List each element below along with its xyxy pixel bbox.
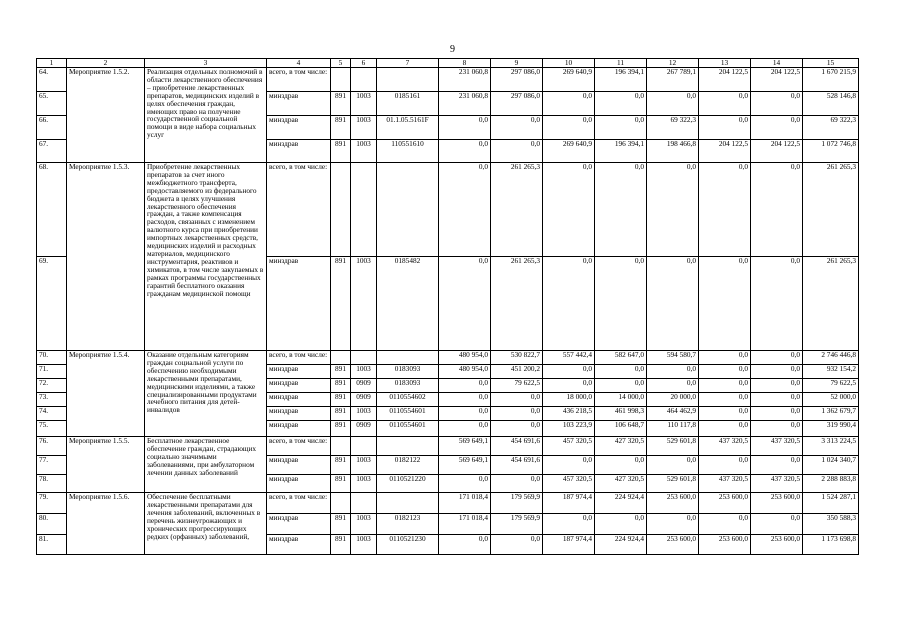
grbs-code bbox=[331, 163, 351, 257]
executor: минздрав bbox=[267, 456, 331, 475]
year-value: 0,0 bbox=[543, 257, 595, 351]
year-value: 0,0 bbox=[491, 116, 543, 140]
total-value: 2 288 883,8 bbox=[803, 475, 859, 493]
row-number: 68. bbox=[37, 163, 67, 257]
grbs-code: 891 bbox=[331, 475, 351, 493]
year-value: 0,0 bbox=[699, 421, 751, 437]
measure-description: Обеспечение бесплатными лекарственными препаратами для лечения заболеваний, включенных в перечень жизнеугрожающих и хронических прогрессирующих редких (орфанных) заболеваний, bbox=[145, 493, 267, 555]
rzpr-code bbox=[351, 68, 377, 92]
year-value: 187 974,4 bbox=[543, 493, 595, 514]
year-value: 0,0 bbox=[491, 475, 543, 493]
year-value: 0,0 bbox=[751, 365, 803, 379]
csr-code bbox=[377, 163, 439, 257]
executor: минздрав bbox=[267, 257, 331, 351]
csr-code: 0110521220 bbox=[377, 475, 439, 493]
total-value: 1 024 340,7 bbox=[803, 456, 859, 475]
rzpr-code bbox=[351, 437, 377, 456]
year-value: 0,0 bbox=[647, 514, 699, 535]
year-value: 0,0 bbox=[439, 163, 491, 257]
year-value: 454 691,6 bbox=[491, 437, 543, 456]
year-value: 530 822,7 bbox=[491, 351, 543, 365]
year-value: 79 622,5 bbox=[491, 379, 543, 393]
year-value: 253 600,0 bbox=[647, 493, 699, 514]
column-number: 12 bbox=[647, 59, 699, 68]
executor: минздрав bbox=[267, 116, 331, 140]
executor: всего, в том числе: bbox=[267, 68, 331, 92]
rzpr-code: 1003 bbox=[351, 92, 377, 116]
year-value: 0,0 bbox=[751, 163, 803, 257]
executor: минздрав bbox=[267, 365, 331, 379]
year-value: 69 322,3 bbox=[647, 116, 699, 140]
measure-description: Приобретение лекарственных препаратов за счет иного межбюджетного трансферта, предоставляемого из федерального бюджета в целях улучшения лекарственного обеспечения граждан, а также компенсация расходов, связанных с изменением валютного курса при приобретении импортных лекарственных средств, медицинских изделий и расходных материалов, медицинского инструментария, реактивов и химикатов, в том числе закупаемых в рамках программы государственных гарантий бесплатного оказания гражданам медицинской помощи bbox=[145, 163, 267, 351]
rzpr-code bbox=[351, 493, 377, 514]
measure-description: Бесплатное лекарственное обеспечение граждан, страдающих социально значимыми заболеваниями, при амбулаторном лечении данных заболеваний bbox=[145, 437, 267, 493]
year-value: 106 648,7 bbox=[595, 421, 647, 437]
grbs-code bbox=[331, 351, 351, 365]
year-value: 529 601,8 bbox=[647, 475, 699, 493]
year-value: 582 647,0 bbox=[595, 351, 647, 365]
budget-table bbox=[36, 58, 859, 555]
row-number: 73. bbox=[37, 393, 67, 407]
executor: всего, в том числе: bbox=[267, 351, 331, 365]
column-number: 1 bbox=[37, 59, 67, 68]
year-value: 267 789,1 bbox=[647, 68, 699, 92]
csr-code: 01.1.05.5161F bbox=[377, 116, 439, 140]
year-value: 297 086,0 bbox=[491, 68, 543, 92]
total-value: 1 173 698,8 bbox=[803, 535, 859, 555]
row-number: 80. bbox=[37, 514, 67, 535]
measure-name: Мероприятие 1.5.6. bbox=[67, 493, 145, 555]
measure-name: Мероприятие 1.5.4. bbox=[67, 351, 145, 437]
year-value: 0,0 bbox=[491, 393, 543, 407]
year-value: 0,0 bbox=[751, 257, 803, 351]
year-value: 0,0 bbox=[543, 92, 595, 116]
grbs-code: 891 bbox=[331, 393, 351, 407]
year-value: 196 394,1 bbox=[595, 68, 647, 92]
executor: всего, в том числе: bbox=[267, 493, 331, 514]
year-value: 0,0 bbox=[491, 421, 543, 437]
column-number: 8 bbox=[439, 59, 491, 68]
table-row bbox=[37, 163, 859, 257]
total-value: 261 265,3 bbox=[803, 257, 859, 351]
executor: всего, в том числе: bbox=[267, 437, 331, 456]
column-number: 4 bbox=[267, 59, 331, 68]
csr-code bbox=[377, 493, 439, 514]
year-value: 0,0 bbox=[751, 92, 803, 116]
rzpr-code: 0909 bbox=[351, 379, 377, 393]
total-value: 69 322,3 bbox=[803, 116, 859, 140]
year-value: 171 018,4 bbox=[439, 514, 491, 535]
year-value: 0,0 bbox=[439, 407, 491, 421]
csr-code: 0185161 bbox=[377, 92, 439, 116]
total-value: 319 990,4 bbox=[803, 421, 859, 437]
rzpr-code: 1003 bbox=[351, 365, 377, 379]
year-value: 18 000,0 bbox=[543, 393, 595, 407]
header-row bbox=[37, 59, 859, 68]
table-row bbox=[37, 493, 859, 514]
rzpr-code bbox=[351, 351, 377, 365]
year-value: 0,0 bbox=[699, 514, 751, 535]
year-value: 0,0 bbox=[699, 393, 751, 407]
rzpr-code: 1003 bbox=[351, 116, 377, 140]
column-number: 5 bbox=[331, 59, 351, 68]
year-value: 0,0 bbox=[543, 365, 595, 379]
csr-code bbox=[377, 437, 439, 456]
year-value: 253 600,0 bbox=[699, 535, 751, 555]
year-value: 253 600,0 bbox=[751, 493, 803, 514]
year-value: 0,0 bbox=[751, 407, 803, 421]
rzpr-code: 0909 bbox=[351, 421, 377, 437]
year-value: 0,0 bbox=[699, 257, 751, 351]
row-number: 71. bbox=[37, 365, 67, 379]
executor: минздрав bbox=[267, 475, 331, 493]
executor: минздрав bbox=[267, 421, 331, 437]
total-value: 528 146,8 bbox=[803, 92, 859, 116]
row-number: 72. bbox=[37, 379, 67, 393]
total-value: 3 313 224,5 bbox=[803, 437, 859, 456]
year-value: 0,0 bbox=[751, 379, 803, 393]
year-value: 0,0 bbox=[647, 365, 699, 379]
column-number: 15 bbox=[803, 59, 859, 68]
year-value: 253 600,0 bbox=[699, 493, 751, 514]
year-value: 0,0 bbox=[543, 456, 595, 475]
rzpr-code bbox=[351, 163, 377, 257]
year-value: 569 649,1 bbox=[439, 456, 491, 475]
year-value: 179 569,9 bbox=[491, 514, 543, 535]
year-value: 224 924,4 bbox=[595, 535, 647, 555]
table-row bbox=[37, 351, 859, 365]
grbs-code: 891 bbox=[331, 116, 351, 140]
row-number: 75. bbox=[37, 421, 67, 437]
year-value: 0,0 bbox=[439, 379, 491, 393]
column-number: 7 bbox=[377, 59, 439, 68]
year-value: 0,0 bbox=[751, 393, 803, 407]
year-value: 187 974,4 bbox=[543, 535, 595, 555]
year-value: 0,0 bbox=[595, 365, 647, 379]
year-value: 0,0 bbox=[699, 351, 751, 365]
column-number: 14 bbox=[751, 59, 803, 68]
row-number: 74. bbox=[37, 407, 67, 421]
year-value: 0,0 bbox=[439, 257, 491, 351]
year-value: 0,0 bbox=[647, 92, 699, 116]
executor: минздрав bbox=[267, 140, 331, 163]
year-value: 261 265,3 bbox=[491, 163, 543, 257]
year-value: 480 954,0 bbox=[439, 351, 491, 365]
measure-description: Оказание отдельным категориям граждан социальной услуги по обеспечению необходимыми лекарственными препаратами, медицинскими изделиями, а также специализированными продуктами лечебного питания для детей-инвалидов bbox=[145, 351, 267, 437]
grbs-code: 891 bbox=[331, 421, 351, 437]
csr-code: 0110554601 bbox=[377, 407, 439, 421]
year-value: 204 122,5 bbox=[751, 140, 803, 163]
measure-name: Мероприятие 1.5.3. bbox=[67, 163, 145, 351]
csr-code: 0182123 bbox=[377, 514, 439, 535]
year-value: 454 691,6 bbox=[491, 456, 543, 475]
year-value: 224 924,4 bbox=[595, 493, 647, 514]
csr-code: 0110554602 bbox=[377, 393, 439, 407]
total-value: 350 588,3 bbox=[803, 514, 859, 535]
year-value: 0,0 bbox=[439, 116, 491, 140]
grbs-code: 891 bbox=[331, 456, 351, 475]
row-number: 64. bbox=[37, 68, 67, 92]
year-value: 0,0 bbox=[543, 163, 595, 257]
year-value: 196 394,1 bbox=[595, 140, 647, 163]
year-value: 436 218,5 bbox=[543, 407, 595, 421]
total-value: 2 746 446,8 bbox=[803, 351, 859, 365]
executor: минздрав bbox=[267, 379, 331, 393]
grbs-code: 891 bbox=[331, 365, 351, 379]
grbs-code bbox=[331, 68, 351, 92]
csr-code bbox=[377, 68, 439, 92]
year-value: 0,0 bbox=[647, 257, 699, 351]
year-value: 0,0 bbox=[595, 116, 647, 140]
column-number: 13 bbox=[699, 59, 751, 68]
rzpr-code: 1003 bbox=[351, 257, 377, 351]
grbs-code: 891 bbox=[331, 92, 351, 116]
column-number: 3 bbox=[145, 59, 267, 68]
total-value: 1 670 215,9 bbox=[803, 68, 859, 92]
year-value: 0,0 bbox=[595, 456, 647, 475]
rzpr-code: 1003 bbox=[351, 514, 377, 535]
csr-code: 0183093 bbox=[377, 365, 439, 379]
table-row bbox=[37, 437, 859, 456]
row-number: 76. bbox=[37, 437, 67, 456]
year-value: 269 640,9 bbox=[543, 68, 595, 92]
grbs-code: 891 bbox=[331, 514, 351, 535]
row-number: 70. bbox=[37, 351, 67, 365]
grbs-code: 891 bbox=[331, 407, 351, 421]
year-value: 437 320,5 bbox=[751, 437, 803, 456]
year-value: 0,0 bbox=[699, 116, 751, 140]
row-number: 79. bbox=[37, 493, 67, 514]
year-value: 0,0 bbox=[699, 456, 751, 475]
year-value: 0,0 bbox=[439, 535, 491, 555]
year-value: 261 265,3 bbox=[491, 257, 543, 351]
year-value: 204 122,5 bbox=[699, 68, 751, 92]
csr-code: 0182122 bbox=[377, 456, 439, 475]
row-number: 81. bbox=[37, 535, 67, 555]
year-value: 451 200,2 bbox=[491, 365, 543, 379]
year-value: 0,0 bbox=[491, 535, 543, 555]
year-value: 0,0 bbox=[751, 421, 803, 437]
year-value: 529 601,8 bbox=[647, 437, 699, 456]
year-value: 253 600,0 bbox=[647, 535, 699, 555]
total-value: 1 072 746,8 bbox=[803, 140, 859, 163]
csr-code: 0183093 bbox=[377, 379, 439, 393]
csr-code: 110551610 bbox=[377, 140, 439, 163]
row-number: 69. bbox=[37, 257, 67, 351]
year-value: 427 320,5 bbox=[595, 437, 647, 456]
year-value: 0,0 bbox=[699, 379, 751, 393]
executor: минздрав bbox=[267, 535, 331, 555]
year-value: 297 086,0 bbox=[491, 92, 543, 116]
csr-code: 0110521230 bbox=[377, 535, 439, 555]
year-value: 0,0 bbox=[647, 456, 699, 475]
year-value: 0,0 bbox=[491, 140, 543, 163]
row-number: 77. bbox=[37, 456, 67, 475]
total-value: 1 524 287,1 bbox=[803, 493, 859, 514]
year-value: 110 117,8 bbox=[647, 421, 699, 437]
csr-code: 0185482 bbox=[377, 257, 439, 351]
year-value: 457 320,5 bbox=[543, 437, 595, 456]
year-value: 20 000,0 bbox=[647, 393, 699, 407]
year-value: 480 954,0 bbox=[439, 365, 491, 379]
year-value: 461 998,3 bbox=[595, 407, 647, 421]
year-value: 179 569,9 bbox=[491, 493, 543, 514]
grbs-code bbox=[331, 493, 351, 514]
total-value: 1 362 679,7 bbox=[803, 407, 859, 421]
year-value: 204 122,5 bbox=[699, 140, 751, 163]
year-value: 0,0 bbox=[751, 456, 803, 475]
grbs-code: 891 bbox=[331, 379, 351, 393]
year-value: 464 462,9 bbox=[647, 407, 699, 421]
year-value: 231 060,8 bbox=[439, 68, 491, 92]
year-value: 437 320,5 bbox=[699, 475, 751, 493]
year-value: 0,0 bbox=[595, 163, 647, 257]
column-number: 10 bbox=[543, 59, 595, 68]
total-value: 79 622,5 bbox=[803, 379, 859, 393]
year-value: 198 466,8 bbox=[647, 140, 699, 163]
year-value: 171 018,4 bbox=[439, 493, 491, 514]
year-value: 0,0 bbox=[699, 365, 751, 379]
year-value: 0,0 bbox=[647, 379, 699, 393]
row-number: 78. bbox=[37, 475, 67, 493]
rzpr-code: 1003 bbox=[351, 475, 377, 493]
rzpr-code: 0909 bbox=[351, 393, 377, 407]
year-value: 457 320,5 bbox=[543, 475, 595, 493]
year-value: 14 000,0 bbox=[595, 393, 647, 407]
year-value: 437 320,5 bbox=[699, 437, 751, 456]
year-value: 0,0 bbox=[595, 92, 647, 116]
table-row bbox=[37, 68, 859, 92]
row-number: 65. bbox=[37, 92, 67, 116]
year-value: 0,0 bbox=[543, 379, 595, 393]
executor: минздрав bbox=[267, 393, 331, 407]
row-number: 67. bbox=[37, 140, 67, 163]
year-value: 103 223,9 bbox=[543, 421, 595, 437]
rzpr-code: 1003 bbox=[351, 407, 377, 421]
row-number: 66. bbox=[37, 116, 67, 140]
year-value: 0,0 bbox=[751, 116, 803, 140]
total-value: 932 154,2 bbox=[803, 365, 859, 379]
column-number: 6 bbox=[351, 59, 377, 68]
year-value: 0,0 bbox=[699, 163, 751, 257]
measure-name: Мероприятие 1.5.5. bbox=[67, 437, 145, 493]
year-value: 0,0 bbox=[543, 116, 595, 140]
year-value: 0,0 bbox=[699, 92, 751, 116]
column-number: 2 bbox=[67, 59, 145, 68]
csr-code: 0110554601 bbox=[377, 421, 439, 437]
rzpr-code: 1003 bbox=[351, 140, 377, 163]
total-value: 52 000,0 bbox=[803, 393, 859, 407]
measure-description: Реализация отдельных полномочий в области лекарственного обеспечения – приобретение лекарственных препаратов, медицинских изделий в целях обеспечения граждан, имеющих право на получение государственной социальной помощи в виде набора социальных услуг bbox=[145, 68, 267, 163]
year-value: 427 320,5 bbox=[595, 475, 647, 493]
year-value: 557 442,4 bbox=[543, 351, 595, 365]
year-value: 253 600,0 bbox=[751, 535, 803, 555]
year-value: 0,0 bbox=[595, 514, 647, 535]
year-value: 0,0 bbox=[595, 379, 647, 393]
grbs-code: 891 bbox=[331, 535, 351, 555]
year-value: 594 580,7 bbox=[647, 351, 699, 365]
year-value: 0,0 bbox=[647, 163, 699, 257]
measure-name: Мероприятие 1.5.2. bbox=[67, 68, 145, 163]
year-value: 0,0 bbox=[699, 407, 751, 421]
year-value: 0,0 bbox=[751, 351, 803, 365]
year-value: 0,0 bbox=[439, 421, 491, 437]
year-value: 0,0 bbox=[439, 393, 491, 407]
year-value: 437 320,5 bbox=[751, 475, 803, 493]
rzpr-code: 1003 bbox=[351, 535, 377, 555]
year-value: 0,0 bbox=[751, 514, 803, 535]
executor: минздрав bbox=[267, 514, 331, 535]
grbs-code: 891 bbox=[331, 257, 351, 351]
total-value: 261 265,3 bbox=[803, 163, 859, 257]
year-value: 0,0 bbox=[439, 475, 491, 493]
year-value: 231 060,8 bbox=[439, 92, 491, 116]
year-value: 269 640,9 bbox=[543, 140, 595, 163]
grbs-code: 891 bbox=[331, 140, 351, 163]
year-value: 204 122,5 bbox=[751, 68, 803, 92]
rzpr-code: 1003 bbox=[351, 456, 377, 475]
page-number: 9 bbox=[450, 44, 455, 55]
executor: всего, в том числе: bbox=[267, 163, 331, 257]
executor: минздрав bbox=[267, 407, 331, 421]
grbs-code bbox=[331, 437, 351, 456]
column-number: 9 bbox=[491, 59, 543, 68]
column-number: 11 bbox=[595, 59, 647, 68]
executor: минздрав bbox=[267, 92, 331, 116]
csr-code bbox=[377, 351, 439, 365]
year-value: 0,0 bbox=[543, 514, 595, 535]
year-value: 0,0 bbox=[595, 257, 647, 351]
year-value: 0,0 bbox=[491, 407, 543, 421]
year-value: 569 649,1 bbox=[439, 437, 491, 456]
year-value: 0,0 bbox=[439, 140, 491, 163]
